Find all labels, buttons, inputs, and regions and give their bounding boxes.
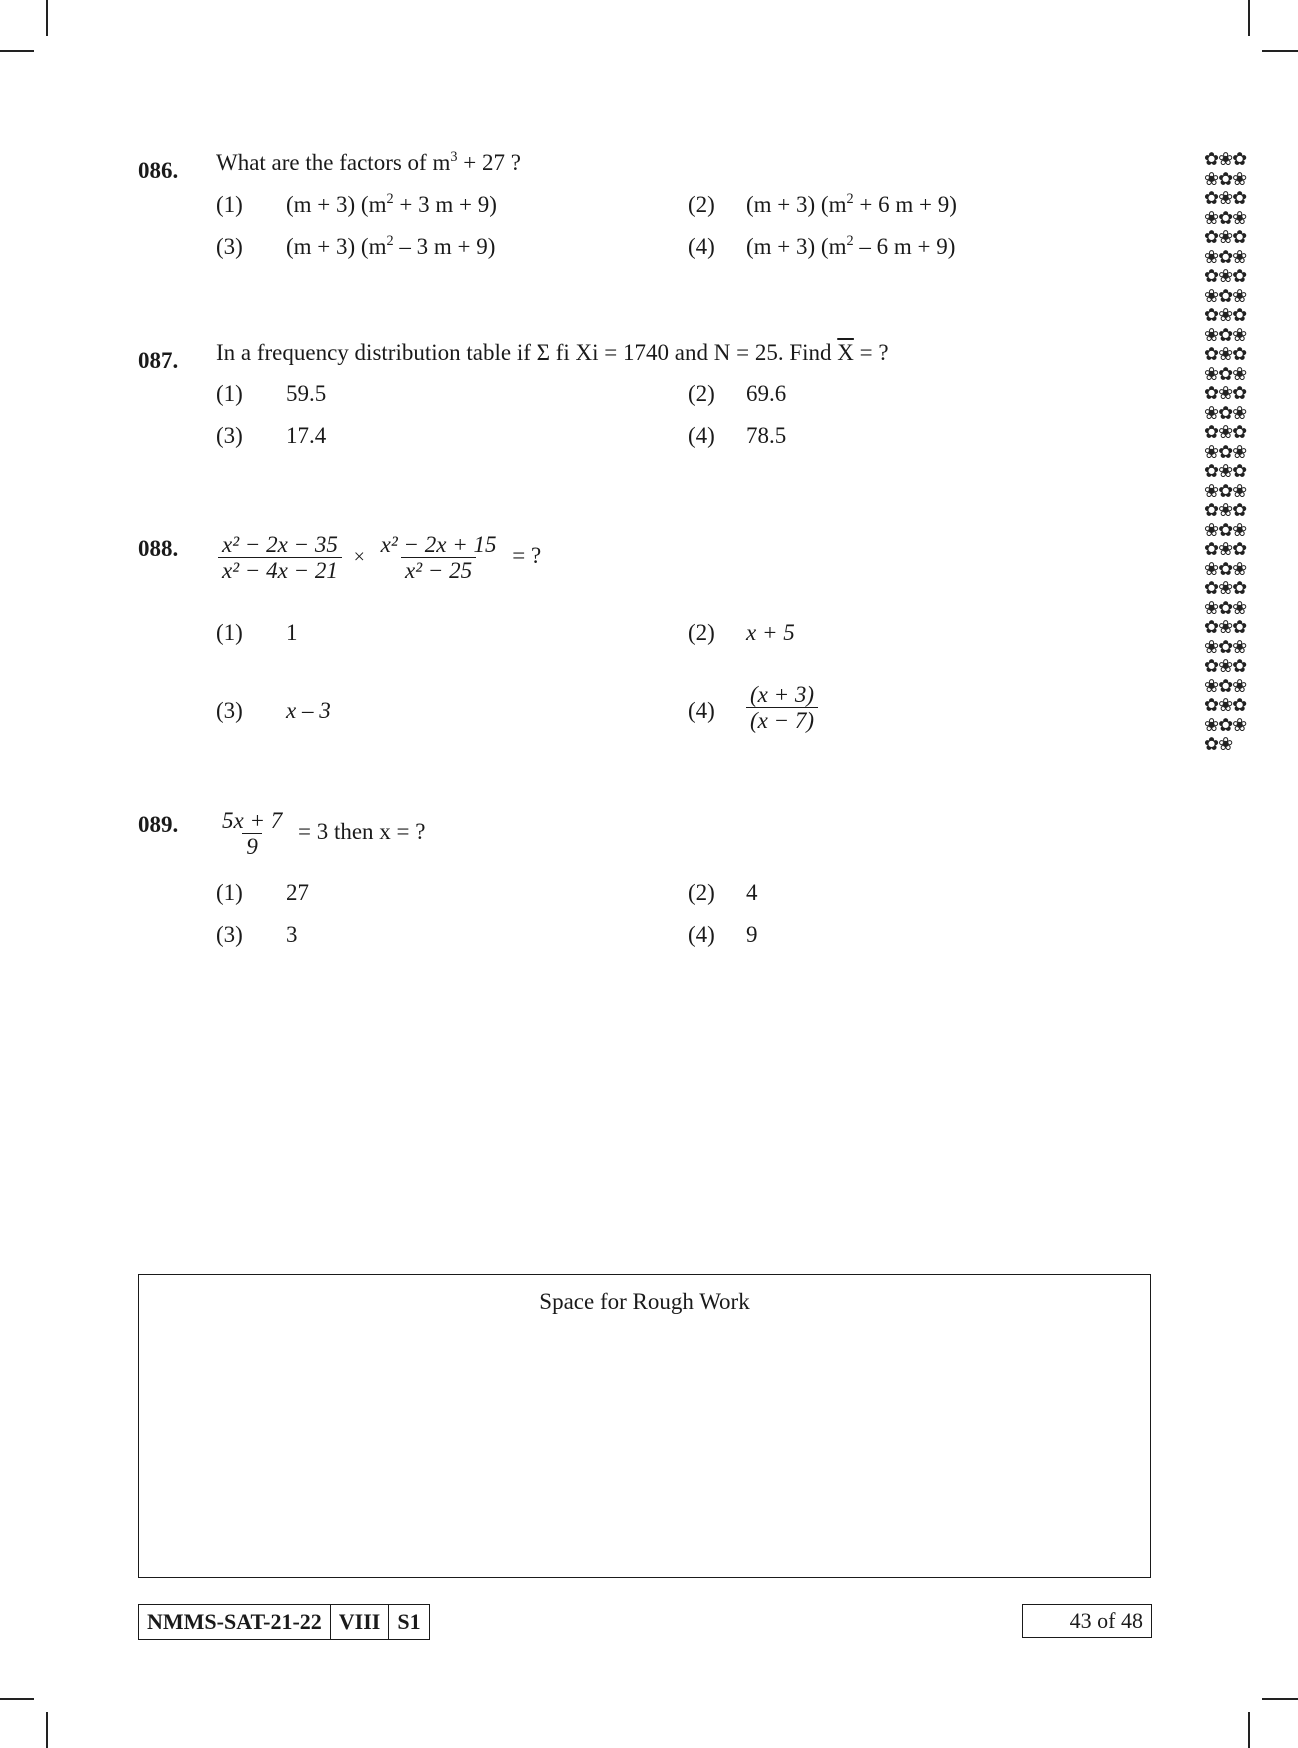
crop-mark <box>0 50 34 52</box>
question-expression: $\frac{\text{x² − 2x − 35}}{\text{x² − 4x − 21}}$ × $\frac{\text{x² − 2x + 15}}{\text{x² − 25}}$ = ? <box>218 532 541 584</box>
rough-work-title: Space for Rough Work <box>539 1289 750 1314</box>
question-text: In a frequency distribution table if Σ fi Xi = 1740 and N = 25. Find $\overline{X}$ = ? <box>216 340 889 365</box>
question-number: 087. <box>138 348 179 373</box>
rough-work-box <box>138 1274 1151 1578</box>
crop-mark <box>1262 1698 1298 1700</box>
exam-class: VIII <box>330 1605 389 1639</box>
crop-mark <box>46 0 48 36</box>
question-number: 088. <box>138 536 179 561</box>
question-number: 089. <box>138 812 179 837</box>
crop-mark <box>1248 0 1250 36</box>
exam-code: NMMS-SAT-21-22 <box>147 1609 322 1634</box>
question-number: 086. <box>138 158 179 183</box>
footer-exam-code <box>138 1604 430 1640</box>
fraction: $\frac{5x + 7}{9}$ <box>222 808 283 860</box>
fraction: $\frac{\text{x² − 2x + 15}}{\text{x² − 25}}$ <box>380 532 497 584</box>
exam-set: S1 <box>388 1605 428 1639</box>
crop-mark <box>1248 1712 1250 1748</box>
crop-mark <box>0 1698 34 1700</box>
fraction: $\frac{\text{x² − 2x − 35}}{\text{x² − 4x − 21}}$ <box>218 532 342 584</box>
question-expression: $\frac{5x + 7}{9}$ = 3 then x = ? <box>218 808 425 860</box>
question-text: What are the factors of $m^3 + 27$ ? <box>216 149 521 175</box>
crop-mark <box>1262 50 1298 52</box>
page-number: 43 of 48 <box>1022 1604 1152 1638</box>
decorative-border-pattern: ✿❀✿❀✿❀✿❀✿❀✿❀✿❀✿❀✿❀✿❀✿❀✿❀✿❀✿❀✿❀✿❀✿❀✿❀✿❀✿❀✿❀✿❀✿❀✿❀✿❀✿❀✿❀✿❀✿❀✿❀✿❀✿❀✿❀✿❀✿❀✿❀✿❀✿❀✿❀✿❀✿❀✿❀✿❀✿❀✿❀✿❀ <box>1204 149 1247 755</box>
crop-mark <box>46 1712 48 1748</box>
fraction: $\frac{(x + 3)}{(x - 7)}$ <box>746 682 818 734</box>
